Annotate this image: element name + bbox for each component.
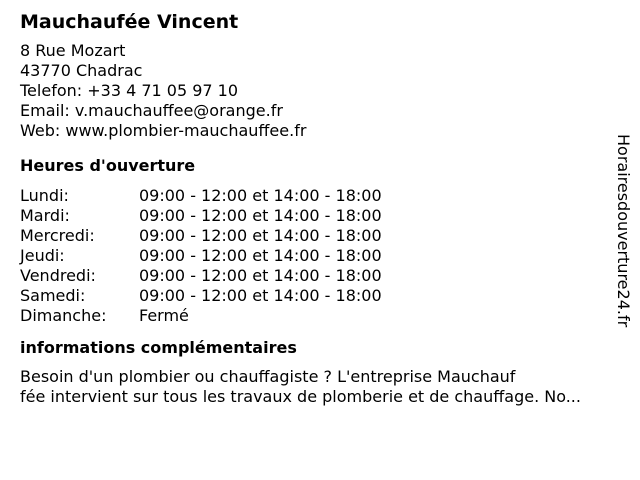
day-label: Jeudi:: [20, 246, 65, 265]
hours-row-tuesday: [20, 206, 620, 226]
opening-hours-heading: Heures d'ouverture: [20, 156, 196, 175]
day-hours: 09:00 - 12:00 et 14:00 - 18:00: [139, 266, 382, 285]
day-label: Samedi:: [20, 286, 86, 305]
day-label: Dimanche:: [20, 306, 107, 325]
day-hours: 09:00 - 12:00 et 14:00 - 18:00: [139, 206, 382, 225]
info-text-line-1: Besoin d'un plombier ou chauffagiste ? L'entreprise Mauchauf: [20, 367, 516, 386]
hours-row-friday: [20, 266, 620, 286]
web-line[interactable]: Web: www.plombier-mauchauffee.fr: [20, 121, 307, 140]
day-hours: 09:00 - 12:00 et 14:00 - 18:00: [139, 226, 382, 245]
day-label: Mardi:: [20, 206, 70, 225]
info-text-line-2: fée intervient sur tous les travaux de plomberie et de chauffage. No...: [20, 387, 581, 406]
info-heading: informations complémentaires: [20, 338, 297, 357]
day-label: Lundi:: [20, 186, 69, 205]
site-watermark: Horairesdouverture24.fr: [614, 134, 633, 328]
day-label: Vendredi:: [20, 266, 96, 285]
hours-row-thursday: [20, 246, 620, 266]
hours-row-wednesday: [20, 226, 620, 246]
hours-row-sunday: [20, 306, 620, 326]
day-hours: 09:00 - 12:00 et 14:00 - 18:00: [139, 246, 382, 265]
day-hours: 09:00 - 12:00 et 14:00 - 18:00: [139, 286, 382, 305]
hours-row-monday: [20, 186, 620, 206]
day-label: Mercredi:: [20, 226, 95, 245]
address-city: 43770 Chadrac: [20, 61, 143, 80]
business-card: [20, 9, 620, 407]
address-street: 8 Rue Mozart: [20, 41, 126, 60]
hours-row-saturday: [20, 286, 620, 306]
phone-line[interactable]: Telefon: +33 4 71 05 97 10: [20, 81, 239, 100]
business-name: Mauchaufée Vincent: [20, 11, 239, 33]
email-line[interactable]: Email: v.mauchauffee@orange.fr: [20, 101, 283, 120]
day-hours: Fermé: [139, 306, 189, 325]
day-hours: 09:00 - 12:00 et 14:00 - 18:00: [139, 186, 382, 205]
